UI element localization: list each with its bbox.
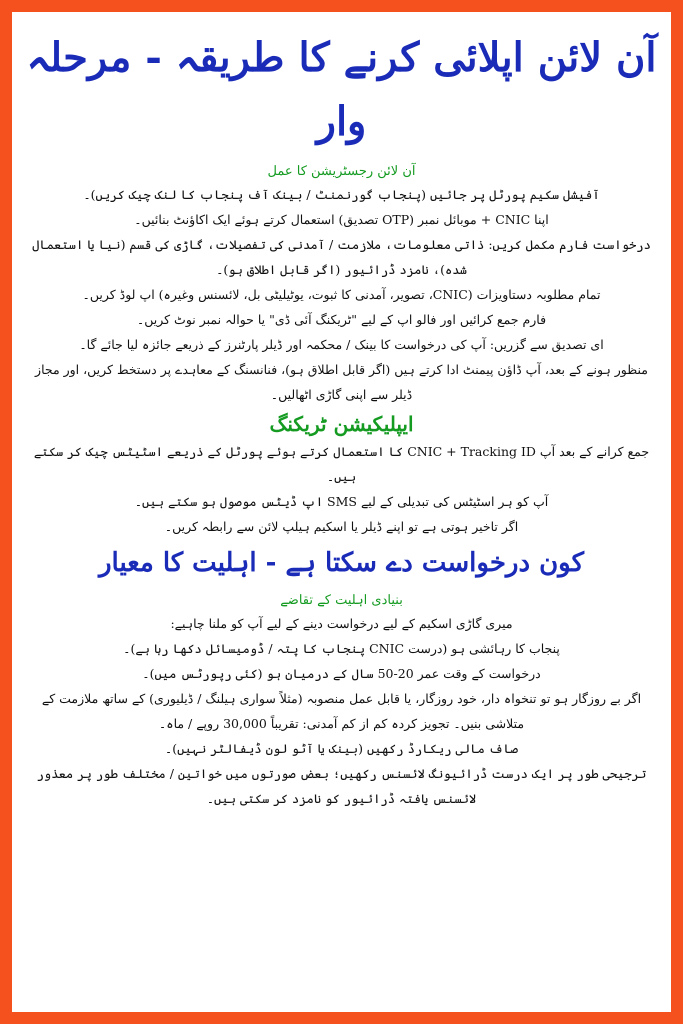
eligibility-line-6: ترجیحی طور پر ایک درست ڈرائیونگ لائسنس رکھیں؛ بعض صورتوں میں خواتین / مختلف طور پر معذور لائسنس یافتہ ڈرائیور کو نامزد کر سکتی ہیں۔ bbox=[36, 766, 647, 806]
registration-step-4: تمام مطلوبہ دستاویزات (CNIC، تصویر، آمدنی کا ثبوت، یوٹیلیٹی بل، لائسنس وغیرہ) اپ لوڈ کریں۔ bbox=[82, 287, 601, 302]
registration-step-5: فارم جمع کرائیں اور فالو اپ کے لیے "ٹریکنگ آئی ڈی" یا حوالہ نمبر نوٹ کریں۔ bbox=[136, 312, 547, 327]
registration-section bbox=[26, 162, 657, 407]
page-title: آن لائن اپلائی کرنے کا طریقہ - مرحلہ وار bbox=[26, 34, 657, 145]
article-body bbox=[12, 12, 671, 811]
registration-heading: آن لائن رجسٹریشن کا عمل bbox=[267, 164, 416, 179]
registration-step-3: درخواست فارم مکمل کریں: ذاتی معلومات، ملازمت / آمدنی کی تفصیلات، گاڑی کی قسم (نیا یا استعمال شدہ)، نامزد ڈرائیور (اگر قابل اطلاق ہو)۔ bbox=[32, 237, 651, 277]
eligibility-line-2: پنجاب کا رہائشی ہو (درست CNIC پنجاب کا پتہ / ڈومیسائل دکھا رہا ہے)۔ bbox=[123, 641, 560, 656]
eligibility-section bbox=[26, 543, 657, 811]
tracking-line-1: جمع کرانے کے بعد آپ CNIC + Tracking ID کا استعمال کرتے ہوئے پورٹل کے ذریعے اسٹیٹس چیک کر سکتے ہیں۔ bbox=[33, 444, 650, 484]
tracking-line-2: آپ کو ہر اسٹیٹس کی تبدیلی کے لیے SMS اپ ڈیٹس موصول ہو سکتے ہیں۔ bbox=[134, 494, 549, 509]
eligibility-line-3: درخواست کے وقت عمر 20-50 سال کے درمیان ہو (کئی رپورٹس میں)۔ bbox=[142, 666, 541, 681]
eligibility-subheading: بنیادی اہلیت کے تقاضے bbox=[280, 593, 403, 608]
registration-step-7: منظور ہونے کے بعد، آپ ڈاؤن پیمنٹ ادا کرتے ہیں (اگر قابل اطلاق ہو)، فنانسنگ کے معاہدے پر دستخط کریں، اور مجاز ڈیلر سے اپنی گاڑی اٹھالیں۔ bbox=[35, 362, 648, 402]
page-frame bbox=[12, 12, 671, 1012]
eligibility-line-1: میری گاڑی اسکیم کے لیے درخواست دینے کے لیے آپ کو ملنا چاہیے: bbox=[170, 616, 513, 631]
registration-step-2: اپنا CNIC + موبائل نمبر (OTP تصدیق) استعمال کرتے ہوئے ایک اکاؤنٹ بنائیں۔ bbox=[134, 212, 549, 227]
eligibility-line-5: صاف مالی ریکارڈ رکھیں (بینک یا آٹو لون ڈیفالٹر نہیں)۔ bbox=[164, 741, 519, 756]
registration-step-6: ای تصدیق سے گزریں: آپ کی درخواست کا بینک / محکمہ اور ڈیلر پارٹنرز کے ذریعے جائزہ لیا جائے گا۔ bbox=[79, 337, 604, 352]
eligibility-title: کون درخواست دے سکتا ہے - اہلیت کا معیار bbox=[98, 548, 584, 578]
tracking-section bbox=[26, 409, 657, 539]
registration-step-1: آفیشل سکیم پورٹل پر جائیں (پنجاب گورنمنٹ / بینک آف پنجاب کا لنک چیک کریں)۔ bbox=[83, 187, 600, 202]
tracking-heading: ایپلیکیشن ٹریکنگ bbox=[269, 412, 414, 436]
tracking-line-3: اگر تاخیر ہوتی ہے تو اپنے ڈیلر یا اسکیم ہیلپ لائن سے رابطہ کریں۔ bbox=[164, 519, 519, 534]
eligibility-line-4: اگر بے روزگار ہو تو تنخواہ دار، خود روزگار، یا قابل عمل منصوبہ (مثلاً سواری ہیلنگ / ڈیلیوری) کے ساتھ ملازمت کے متلاشی بنیں۔ تجویز کردہ کم از کم آمدنی: تقریباً 30,000 روپے / ماہ۔ bbox=[41, 691, 642, 731]
